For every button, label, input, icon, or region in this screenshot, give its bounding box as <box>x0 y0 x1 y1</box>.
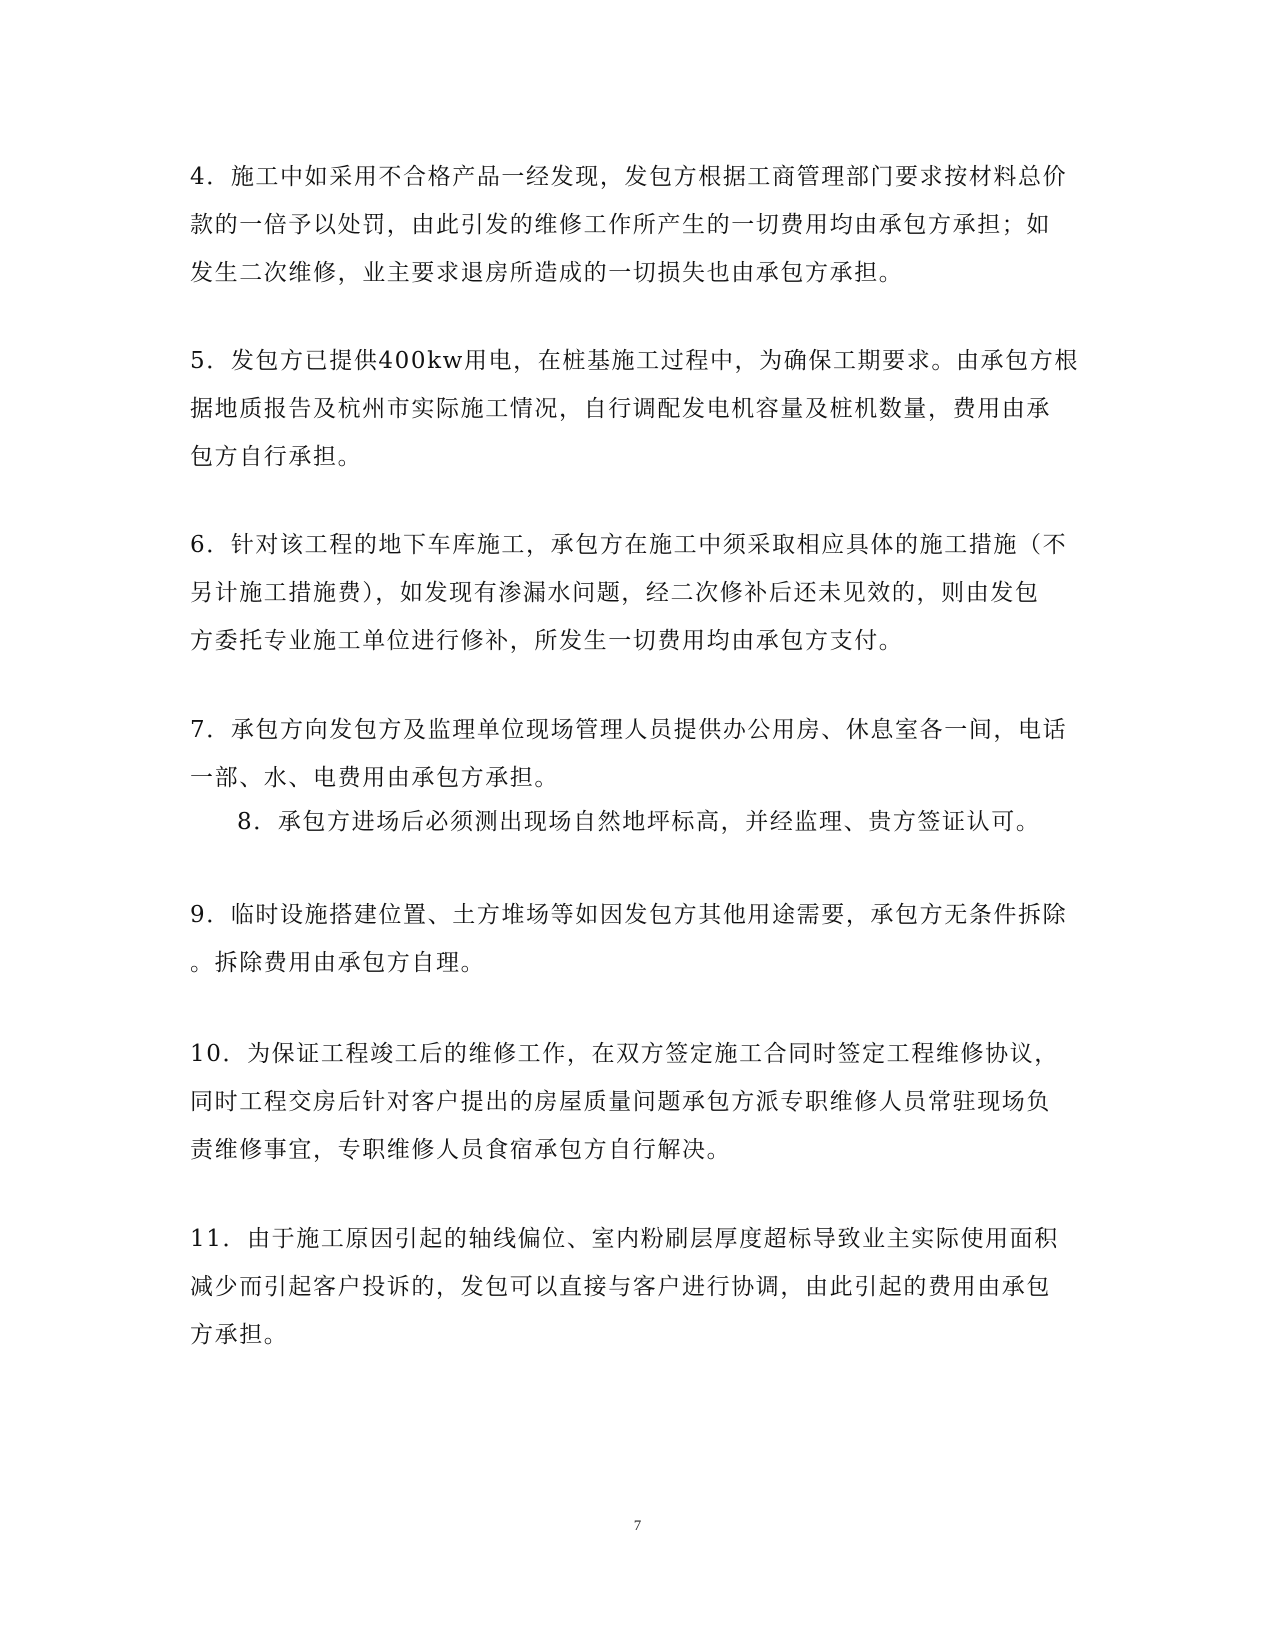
clause-6 <box>190 521 1070 665</box>
clause-8-line-1: 8．承包方进场后必须测出现场自然地坪标高，并经监理、贵方签证认可。 <box>237 809 1041 835</box>
clause-10-line-1: 10．为保证工程竣工后的维修工作，在双方签定施工合同时签定工程维修协议， <box>190 1041 1059 1067</box>
clause-8 <box>237 798 1117 846</box>
clause-10-line-3: 责维修事宜，专职维修人员食宿承包方自行解决。 <box>190 1137 732 1163</box>
clause-11-line-3: 方承担。 <box>190 1322 289 1348</box>
clause-4-line-3: 发生二次维修，业主要求退房所造成的一切损失也由承包方承担。 <box>190 260 904 286</box>
clause-7 <box>190 706 1070 802</box>
page-number: 7 <box>633 1518 642 1534</box>
clause-5-line-3: 包方自行承担。 <box>190 444 363 470</box>
clause-5-line-1: 5．发包方已提供400kw用电，在桩基施工过程中，为确保工期要求。由承包方根 <box>190 348 1079 374</box>
clause-9-line-2: 。拆除费用由承包方自理。 <box>190 950 486 976</box>
clause-7-line-1: 7．承包方向发包方及监理单位现场管理人员提供办公用房、休息室各一间，电话 <box>190 717 1068 743</box>
clause-4-line-2: 款的一倍予以处罚，由此引发的维修工作所产生的一切费用均由承包方承担；如 <box>190 212 1051 238</box>
clause-5-line-2: 据地质报告及杭州市实际施工情况，自行调配发电机容量及桩机数量，费用由承 <box>190 396 1051 422</box>
clause-10 <box>190 1030 1070 1174</box>
clause-9-line-1: 9．临时设施搭建位置、土方堆场等如因发包方其他用途需要，承包方无条件拆除 <box>190 902 1068 928</box>
clause-6-line-1: 6．针对该工程的地下车库施工，承包方在施工中须采取相应具体的施工措施（不 <box>190 532 1068 558</box>
clause-11-line-2: 减少而引起客户投诉的，发包可以直接与客户进行协调，由此引起的费用由承包 <box>190 1274 1051 1300</box>
clause-4-line-1: 4．施工中如采用不合格产品一经发现，发包方根据工商管理部门要求按材料总价 <box>190 164 1068 190</box>
clause-4 <box>190 153 1070 297</box>
clause-9 <box>190 891 1070 987</box>
clause-11-line-1: 11．由于施工原因引起的轴线偏位、室内粉刷层厚度超标导致业主实际使用面积 <box>190 1226 1059 1252</box>
clause-10-line-2: 同时工程交房后针对客户提出的房屋质量问题承包方派专职维修人员常驻现场负 <box>190 1089 1051 1115</box>
clause-7-line-2: 一部、水、电费用由承包方承担。 <box>190 765 559 791</box>
clause-5 <box>190 337 1079 481</box>
clause-6-line-2: 另计施工措施费），如发现有渗漏水问题，经二次修补后还未见效的，则由发包 <box>190 580 1040 606</box>
clause-6-line-3: 方委托专业施工单位进行修补，所发生一切费用均由承包方支付。 <box>190 628 904 654</box>
clause-11 <box>190 1215 1070 1359</box>
